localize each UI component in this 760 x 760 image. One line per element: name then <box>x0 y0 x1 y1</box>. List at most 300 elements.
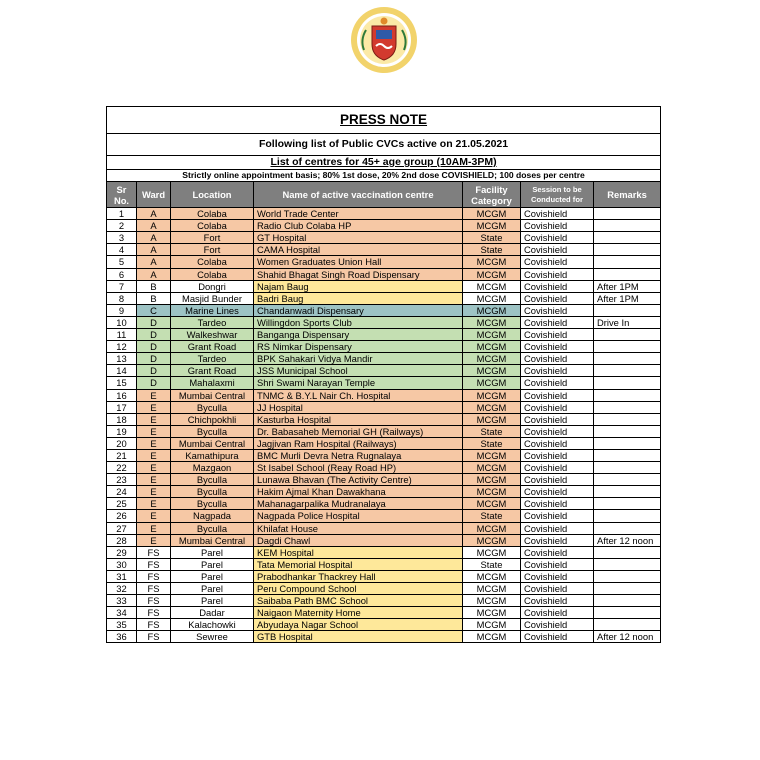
cell-name: GT Hospital <box>254 232 463 244</box>
cell-session: Covishield <box>521 280 594 292</box>
cell-session: Covishield <box>521 486 594 498</box>
cell-facility: MCGM <box>463 449 521 461</box>
cell-ward: D <box>137 316 171 328</box>
cell-name: Khilafat House <box>254 522 463 534</box>
table-row <box>107 583 661 595</box>
cell-sr: 15 <box>107 377 137 389</box>
cell-session: Covishield <box>521 304 594 316</box>
cell-facility: State <box>463 510 521 522</box>
cell-name: Tata Memorial Hospital <box>254 558 463 570</box>
cell-session: Covishield <box>521 619 594 631</box>
cell-ward: E <box>137 510 171 522</box>
table-row <box>107 268 661 280</box>
cell-ward: FS <box>137 607 171 619</box>
cell-ward: A <box>137 244 171 256</box>
cell-sr: 34 <box>107 607 137 619</box>
cell-location: Parel <box>171 558 254 570</box>
table-row <box>107 244 661 256</box>
cell-name: Banganga Dispensary <box>254 329 463 341</box>
cell-facility: MCGM <box>463 522 521 534</box>
cell-remarks <box>594 570 661 582</box>
cell-sr: 20 <box>107 437 137 449</box>
cell-session: Covishield <box>521 220 594 232</box>
cell-name: Lunawa Bhavan (The Activity Centre) <box>254 474 463 486</box>
cell-facility: MCGM <box>463 486 521 498</box>
cell-name: Chandanwadi Dispensary <box>254 304 463 316</box>
cell-ward: A <box>137 256 171 268</box>
cell-remarks: After 1PM <box>594 280 661 292</box>
cell-ward: E <box>137 401 171 413</box>
cell-remarks <box>594 401 661 413</box>
cell-facility: MCGM <box>463 292 521 304</box>
cell-ward: E <box>137 534 171 546</box>
cell-remarks <box>594 244 661 256</box>
cell-facility: MCGM <box>463 570 521 582</box>
cell-remarks <box>594 256 661 268</box>
cell-sr: 24 <box>107 486 137 498</box>
cell-name: Dr. Babasaheb Memorial GH (Railways) <box>254 425 463 437</box>
cell-name: Kasturba Hospital <box>254 413 463 425</box>
cell-name: Saibaba Path BMC School <box>254 595 463 607</box>
cell-name: World Trade Center <box>254 208 463 220</box>
table-row <box>107 462 661 474</box>
cell-ward: E <box>137 437 171 449</box>
cell-name: Badri Baug <box>254 292 463 304</box>
table-row <box>107 570 661 582</box>
cell-sr: 18 <box>107 413 137 425</box>
cell-ward: FS <box>137 570 171 582</box>
cell-ward: E <box>137 474 171 486</box>
cell-remarks <box>594 607 661 619</box>
table-row <box>107 365 661 377</box>
cell-ward: D <box>137 365 171 377</box>
cell-facility: MCGM <box>463 304 521 316</box>
cell-name: Abyudaya Nagar School <box>254 619 463 631</box>
cell-facility: State <box>463 425 521 437</box>
cell-session: Covishield <box>521 316 594 328</box>
cell-sr: 22 <box>107 462 137 474</box>
cell-facility: MCGM <box>463 619 521 631</box>
col-header-remarks: Remarks <box>594 182 661 208</box>
cell-session: Covishield <box>521 208 594 220</box>
cell-ward: A <box>137 232 171 244</box>
table-row <box>107 208 661 220</box>
col-header-session: Session to be Conducted for <box>521 182 594 208</box>
cell-session: Covishield <box>521 341 594 353</box>
table-row <box>107 595 661 607</box>
cell-location: Walkeshwar <box>171 329 254 341</box>
cell-location: Colaba <box>171 208 254 220</box>
press-note-title: PRESS NOTE <box>340 112 428 128</box>
cell-sr: 32 <box>107 583 137 595</box>
cell-remarks <box>594 377 661 389</box>
cell-session: Covishield <box>521 425 594 437</box>
cell-name: Shahid Bhagat Singh Road Dispensary <box>254 268 463 280</box>
cell-session: Covishield <box>521 449 594 461</box>
cell-remarks <box>594 546 661 558</box>
cell-sr: 30 <box>107 558 137 570</box>
cell-facility: MCGM <box>463 208 521 220</box>
cell-name: JSS Municipal School <box>254 365 463 377</box>
cell-facility: MCGM <box>463 377 521 389</box>
cell-session: Covishield <box>521 474 594 486</box>
table-row <box>107 474 661 486</box>
cell-location: Parel <box>171 583 254 595</box>
cell-ward: A <box>137 208 171 220</box>
cell-remarks <box>594 220 661 232</box>
table-row <box>107 341 661 353</box>
cell-location: Mahalaxmi <box>171 377 254 389</box>
cell-remarks <box>594 510 661 522</box>
col-header-facility: Facility Category <box>463 182 521 208</box>
cell-sr: 7 <box>107 280 137 292</box>
cell-ward: A <box>137 268 171 280</box>
col-header-name: Name of active vaccination centre <box>254 182 463 208</box>
cell-remarks <box>594 522 661 534</box>
cell-session: Covishield <box>521 546 594 558</box>
cell-name: Najam Baug <box>254 280 463 292</box>
cell-remarks: After 12 noon <box>594 534 661 546</box>
cell-facility: MCGM <box>463 365 521 377</box>
cell-name: St Isabel School (Reay Road HP) <box>254 462 463 474</box>
cell-session: Covishield <box>521 462 594 474</box>
cell-session: Covishield <box>521 522 594 534</box>
cell-name: Peru Compound School <box>254 583 463 595</box>
cell-ward: FS <box>137 631 171 643</box>
cell-facility: MCGM <box>463 474 521 486</box>
cell-facility: MCGM <box>463 462 521 474</box>
cell-facility: MCGM <box>463 413 521 425</box>
cell-session: Covishield <box>521 583 594 595</box>
cell-session: Covishield <box>521 558 594 570</box>
cell-sr: 28 <box>107 534 137 546</box>
cell-location: Colaba <box>171 220 254 232</box>
cell-facility: MCGM <box>463 534 521 546</box>
table-row <box>107 256 661 268</box>
cell-ward: FS <box>137 619 171 631</box>
cell-session: Covishield <box>521 244 594 256</box>
cell-remarks <box>594 353 661 365</box>
cell-facility: MCGM <box>463 280 521 292</box>
cell-sr: 36 <box>107 631 137 643</box>
cell-location: Dadar <box>171 607 254 619</box>
table-row <box>107 316 661 328</box>
cell-name: Nagpada Police Hospital <box>254 510 463 522</box>
cell-location: Grant Road <box>171 365 254 377</box>
table-row <box>107 510 661 522</box>
table-row <box>107 389 661 401</box>
cell-location: Fort <box>171 232 254 244</box>
cell-facility: MCGM <box>463 341 521 353</box>
table-row <box>107 558 661 570</box>
cell-location: Parel <box>171 546 254 558</box>
cell-sr: 3 <box>107 232 137 244</box>
cell-ward: E <box>137 425 171 437</box>
cell-remarks <box>594 329 661 341</box>
cell-name: BPK Sahakari Vidya Mandir <box>254 353 463 365</box>
cell-location: Chichpokhli <box>171 413 254 425</box>
cell-sr: 19 <box>107 425 137 437</box>
cell-remarks <box>594 232 661 244</box>
cell-ward: FS <box>137 595 171 607</box>
cell-location: Dongri <box>171 280 254 292</box>
cell-name: Shri Swami Narayan Temple <box>254 377 463 389</box>
cell-facility: MCGM <box>463 583 521 595</box>
cell-sr: 5 <box>107 256 137 268</box>
cell-name: Mahanagarpalika Mudranalaya <box>254 498 463 510</box>
cell-sr: 14 <box>107 365 137 377</box>
table-row <box>107 292 661 304</box>
cell-location: Kalachowki <box>171 619 254 631</box>
cell-sr: 11 <box>107 329 137 341</box>
cell-sr: 31 <box>107 570 137 582</box>
cell-remarks: After 12 noon <box>594 631 661 643</box>
cell-session: Covishield <box>521 607 594 619</box>
cell-session: Covishield <box>521 256 594 268</box>
cell-facility: State <box>463 244 521 256</box>
cell-remarks <box>594 341 661 353</box>
cell-sr: 6 <box>107 268 137 280</box>
table-row <box>107 377 661 389</box>
cell-name: Women Graduates Union Hall <box>254 256 463 268</box>
cell-name: Naigaon Maternity Home <box>254 607 463 619</box>
cell-ward: E <box>137 498 171 510</box>
cell-remarks <box>594 498 661 510</box>
cell-location: Byculla <box>171 474 254 486</box>
cell-sr: 17 <box>107 401 137 413</box>
cell-ward: E <box>137 413 171 425</box>
table-row <box>107 619 661 631</box>
cell-remarks <box>594 413 661 425</box>
cell-name: Willingdon Sports Club <box>254 316 463 328</box>
cell-session: Covishield <box>521 401 594 413</box>
cell-name: KEM Hospital <box>254 546 463 558</box>
cell-session: Covishield <box>521 510 594 522</box>
cell-facility: MCGM <box>463 353 521 365</box>
cell-name: Hakim Ajmal Khan Dawakhana <box>254 486 463 498</box>
cell-session: Covishield <box>521 329 594 341</box>
cell-session: Covishield <box>521 631 594 643</box>
press-note-subtitle: Following list of Public CVCs active on 21.05.2021 <box>107 134 661 156</box>
cell-remarks <box>594 425 661 437</box>
cell-ward: E <box>137 389 171 401</box>
cell-location: Sewree <box>171 631 254 643</box>
cell-remarks: Drive In <box>594 316 661 328</box>
cell-name: TNMC & B.Y.L Nair Ch. Hospital <box>254 389 463 401</box>
cell-remarks <box>594 437 661 449</box>
table-row <box>107 534 661 546</box>
cell-sr: 2 <box>107 220 137 232</box>
cell-location: Byculla <box>171 425 254 437</box>
cell-facility: MCGM <box>463 498 521 510</box>
cell-ward: D <box>137 329 171 341</box>
list-heading: List of centres for 45+ age group (10AM-3PM) <box>270 155 497 168</box>
cell-session: Covishield <box>521 413 594 425</box>
cell-session: Covishield <box>521 437 594 449</box>
cell-ward: E <box>137 486 171 498</box>
table-row <box>107 413 661 425</box>
cell-remarks <box>594 595 661 607</box>
cell-location: Masjid Bunder <box>171 292 254 304</box>
cell-sr: 16 <box>107 389 137 401</box>
cell-location: Parel <box>171 595 254 607</box>
cell-remarks <box>594 558 661 570</box>
cell-facility: MCGM <box>463 256 521 268</box>
cell-facility: MCGM <box>463 389 521 401</box>
cell-sr: 23 <box>107 474 137 486</box>
cell-sr: 26 <box>107 510 137 522</box>
table-row <box>107 486 661 498</box>
table-row <box>107 449 661 461</box>
cell-location: Byculla <box>171 486 254 498</box>
cell-remarks <box>594 389 661 401</box>
cell-ward: FS <box>137 558 171 570</box>
cell-location: Grant Road <box>171 341 254 353</box>
cell-session: Covishield <box>521 595 594 607</box>
cell-name: Prabodhankar Thackrey Hall <box>254 570 463 582</box>
col-header-ward: Ward <box>137 182 171 208</box>
cell-session: Covishield <box>521 377 594 389</box>
cell-location: Kamathipura <box>171 449 254 461</box>
cell-remarks <box>594 486 661 498</box>
vaccination-centres-table <box>106 106 661 643</box>
cell-facility: MCGM <box>463 401 521 413</box>
cell-session: Covishield <box>521 365 594 377</box>
cell-name: Dagdi Chawl <box>254 534 463 546</box>
cell-ward: FS <box>137 583 171 595</box>
cell-sr: 12 <box>107 341 137 353</box>
cell-location: Mumbai Central <box>171 437 254 449</box>
table-body <box>107 208 661 643</box>
cell-session: Covishield <box>521 292 594 304</box>
cell-ward: B <box>137 280 171 292</box>
cell-sr: 33 <box>107 595 137 607</box>
cell-sr: 25 <box>107 498 137 510</box>
cell-facility: State <box>463 232 521 244</box>
cell-remarks <box>594 304 661 316</box>
cell-session: Covishield <box>521 534 594 546</box>
cell-session: Covishield <box>521 268 594 280</box>
cell-location: Mumbai Central <box>171 389 254 401</box>
table-row <box>107 232 661 244</box>
table-row <box>107 304 661 316</box>
col-header-location: Location <box>171 182 254 208</box>
table-row <box>107 522 661 534</box>
cell-facility: MCGM <box>463 220 521 232</box>
cell-facility: MCGM <box>463 631 521 643</box>
cell-location: Tardeo <box>171 353 254 365</box>
table-row <box>107 546 661 558</box>
cell-location: Colaba <box>171 268 254 280</box>
cell-remarks <box>594 583 661 595</box>
cell-location: Tardeo <box>171 316 254 328</box>
cell-location: Byculla <box>171 401 254 413</box>
cell-remarks <box>594 474 661 486</box>
cell-facility: MCGM <box>463 607 521 619</box>
cell-remarks <box>594 619 661 631</box>
cell-location: Fort <box>171 244 254 256</box>
cell-location: Byculla <box>171 522 254 534</box>
cell-remarks <box>594 268 661 280</box>
cell-facility: MCGM <box>463 546 521 558</box>
cell-remarks <box>594 208 661 220</box>
cell-location: Colaba <box>171 256 254 268</box>
cell-ward: E <box>137 449 171 461</box>
cell-ward: B <box>137 292 171 304</box>
cell-location: Mazgaon <box>171 462 254 474</box>
cell-location: Parel <box>171 570 254 582</box>
cell-name: BMC Murli Devra Netra Rugnalaya <box>254 449 463 461</box>
cell-remarks <box>594 462 661 474</box>
cell-ward: D <box>137 341 171 353</box>
cell-location: Mumbai Central <box>171 534 254 546</box>
table-row <box>107 498 661 510</box>
table-row <box>107 329 661 341</box>
table-row <box>107 220 661 232</box>
table-row <box>107 401 661 413</box>
cell-session: Covishield <box>521 498 594 510</box>
cell-location: Marine Lines <box>171 304 254 316</box>
cell-remarks <box>594 365 661 377</box>
cell-name: JJ Hospital <box>254 401 463 413</box>
table-row <box>107 280 661 292</box>
cell-location: Byculla <box>171 498 254 510</box>
cell-sr: 35 <box>107 619 137 631</box>
cell-remarks <box>594 449 661 461</box>
cell-sr: 27 <box>107 522 137 534</box>
cell-sr: 10 <box>107 316 137 328</box>
cell-session: Covishield <box>521 353 594 365</box>
cell-location: Nagpada <box>171 510 254 522</box>
table-row <box>107 437 661 449</box>
cell-ward: C <box>137 304 171 316</box>
cell-name: CAMA Hospital <box>254 244 463 256</box>
cell-ward: E <box>137 522 171 534</box>
cell-facility: MCGM <box>463 316 521 328</box>
cell-facility: MCGM <box>463 329 521 341</box>
cell-ward: FS <box>137 546 171 558</box>
cell-remarks: After 1PM <box>594 292 661 304</box>
cell-sr: 21 <box>107 449 137 461</box>
col-header-sr: Sr No. <box>107 182 137 208</box>
cell-sr: 8 <box>107 292 137 304</box>
bmc-emblem-icon <box>350 6 418 74</box>
cell-sr: 4 <box>107 244 137 256</box>
cell-sr: 13 <box>107 353 137 365</box>
appointment-note: Strictly online appointment basis; 80% 1st dose, 20% 2nd dose COVISHIELD; 100 doses per centre <box>107 170 661 182</box>
cell-facility: State <box>463 437 521 449</box>
cell-session: Covishield <box>521 570 594 582</box>
cell-name: Radio Club Colaba HP <box>254 220 463 232</box>
cell-session: Covishield <box>521 389 594 401</box>
table-row <box>107 425 661 437</box>
cell-sr: 29 <box>107 546 137 558</box>
cell-name: GTB Hospital <box>254 631 463 643</box>
table-row <box>107 353 661 365</box>
table-row <box>107 607 661 619</box>
cell-ward: A <box>137 220 171 232</box>
cell-sr: 1 <box>107 208 137 220</box>
cell-ward: E <box>137 462 171 474</box>
cell-facility: MCGM <box>463 268 521 280</box>
cell-facility: State <box>463 558 521 570</box>
cell-name: RS Nimkar Dispensary <box>254 341 463 353</box>
cell-ward: D <box>137 353 171 365</box>
cell-name: Jagjivan Ram Hospital (Railways) <box>254 437 463 449</box>
cell-facility: MCGM <box>463 595 521 607</box>
cell-ward: D <box>137 377 171 389</box>
cell-sr: 9 <box>107 304 137 316</box>
